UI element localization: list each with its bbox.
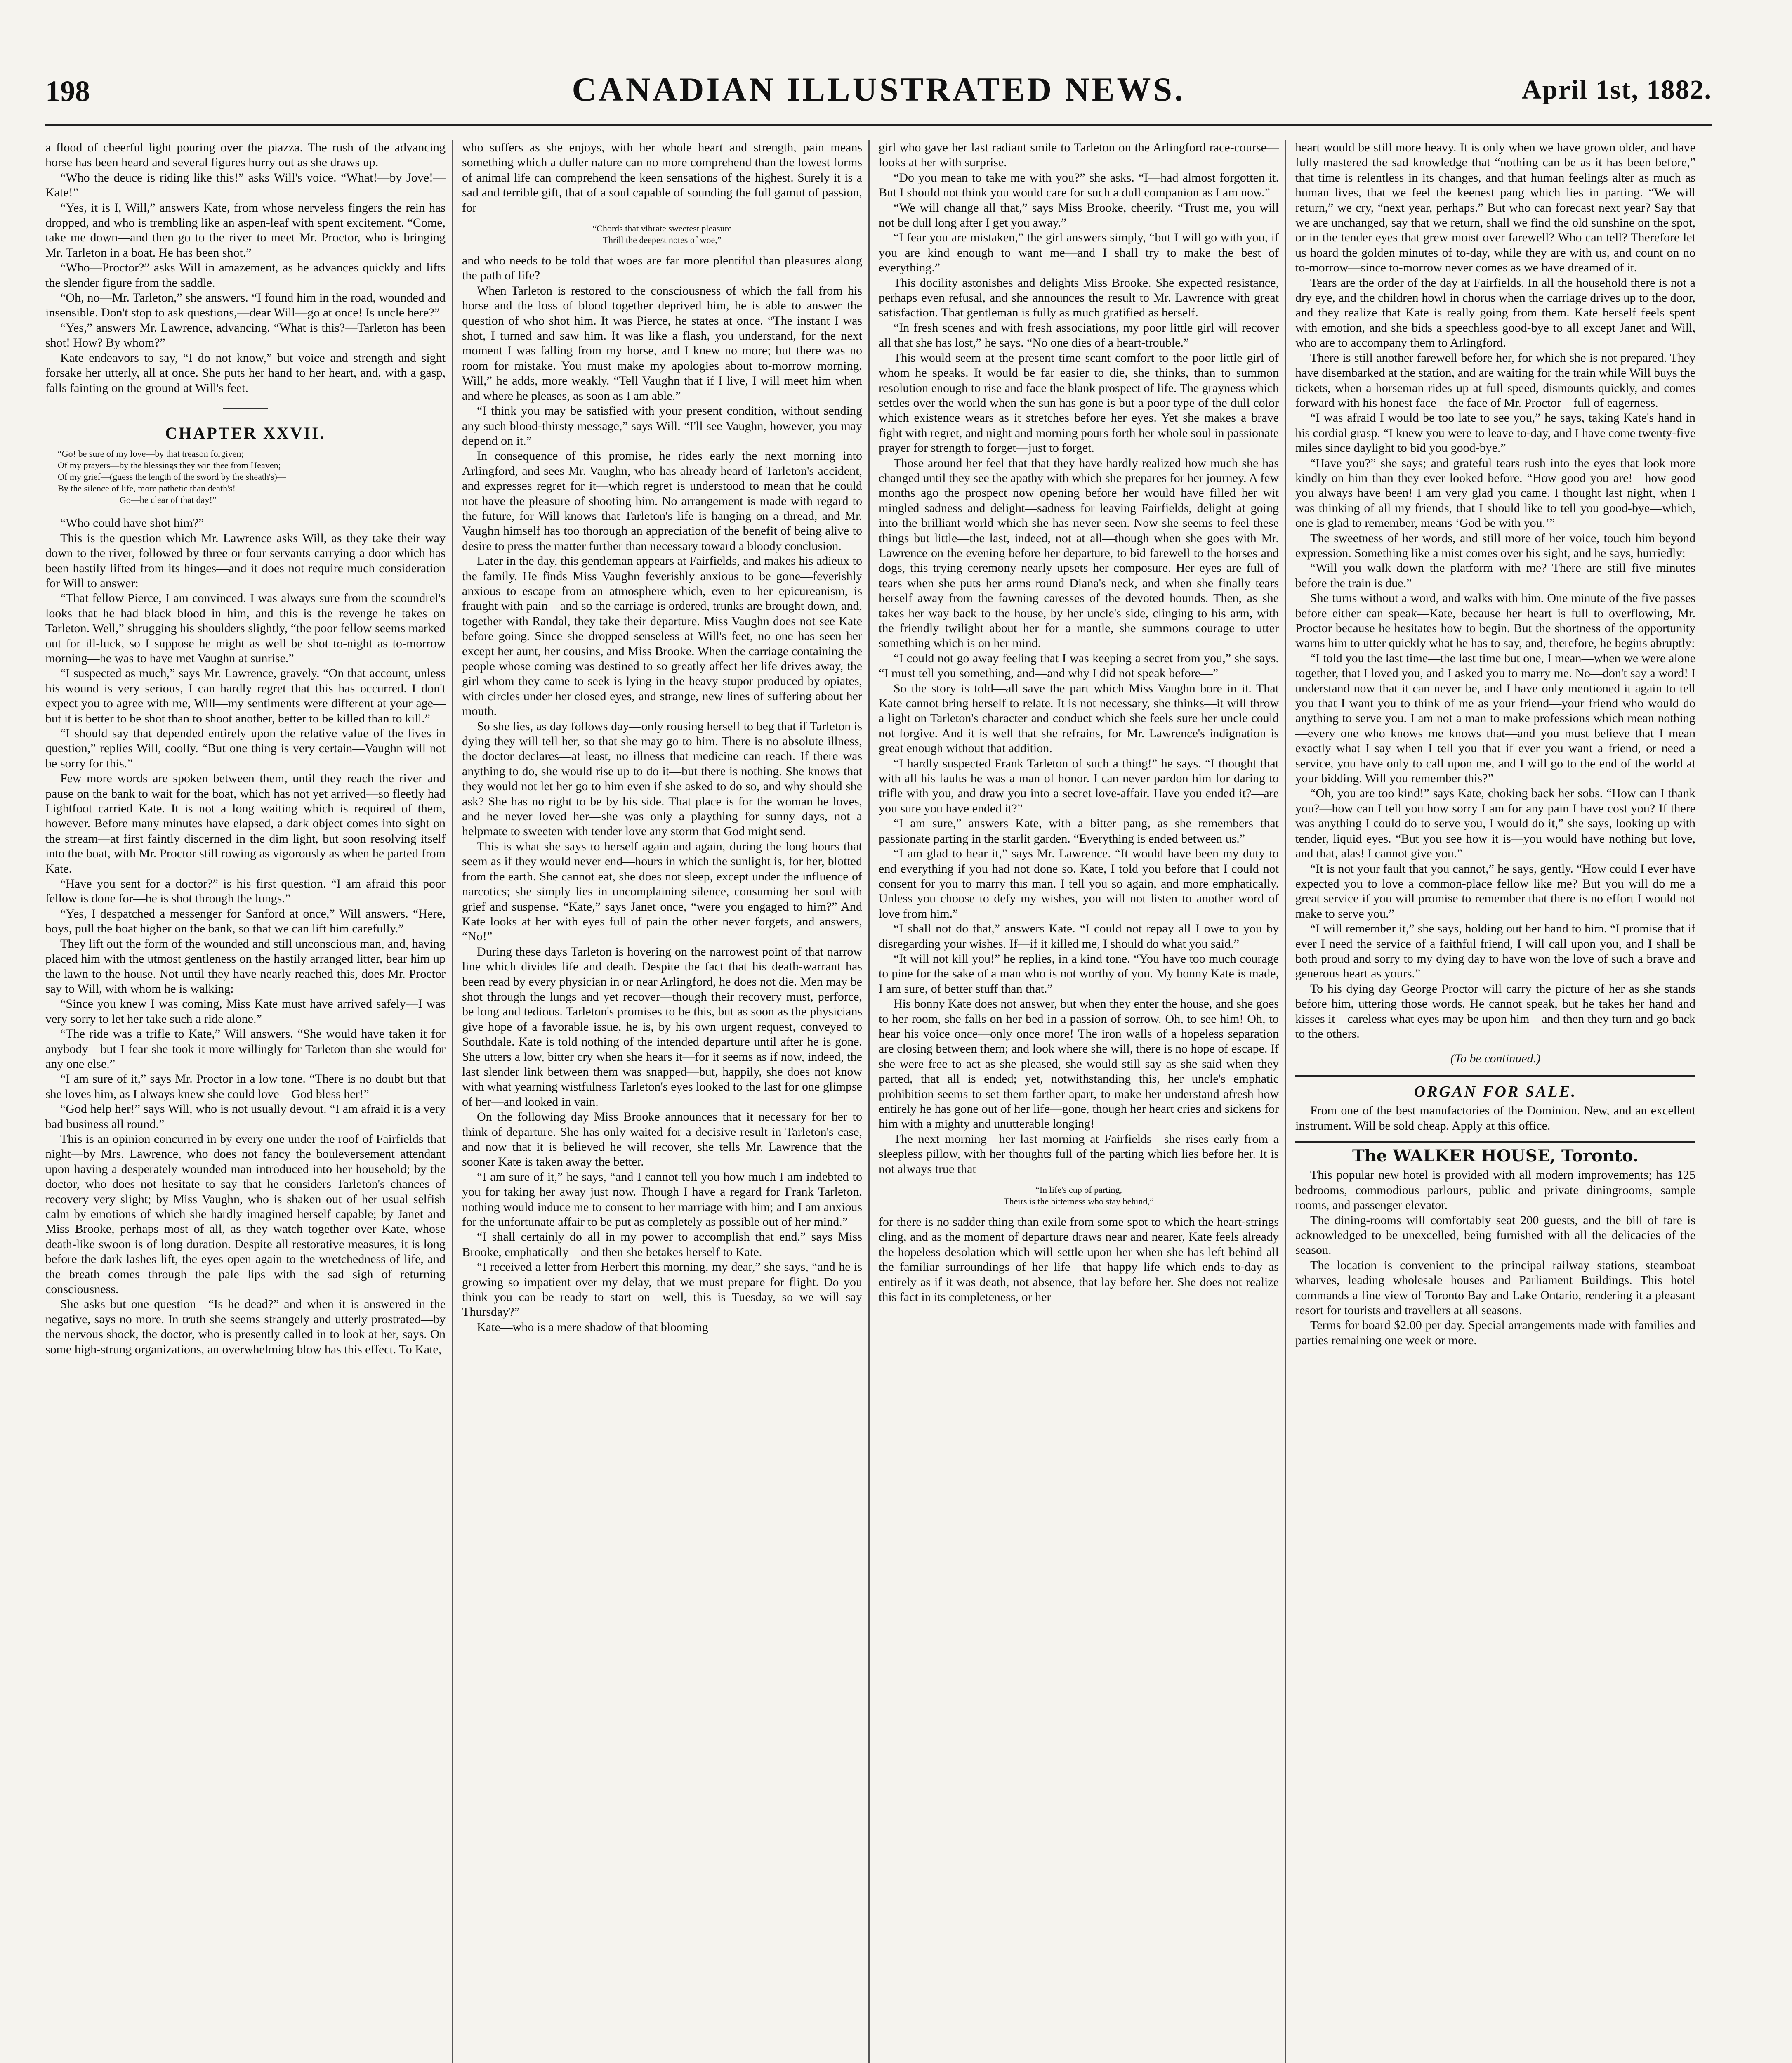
ad-paragraph: This popular new hotel is provided with all modern improvements; has 125 bedrooms, commodious parlours, public and private diningrooms, sample rooms, and passenger elevator. (1295, 1168, 1695, 1212)
paragraph: “Do you mean to take me with you?” she asks. “I—had almost forgotten it. But I should not think you would care for such a dull companion as I am now.” (879, 170, 1279, 200)
paragraph: “It will not kill you!” he replies, in a kind tone. “You have too much courage to pine for the sake of a man who is not worthy of you. My bonny Kate is made, I am sure, of better stuff than that.” (879, 951, 1279, 996)
column-1 (45, 140, 446, 2063)
paragraph: “Will you walk down the platform with me? There are still five minutes before the train is due.” (1295, 561, 1695, 590)
paragraph: The sweetness of her words, and still more of her voice, touch him beyond expression. Something like a mist comes over his sight, and he says, hurriedly: (1295, 531, 1695, 560)
paragraph: “I told you the last time—the last time but one, I mean—when we were alone together, that I loved you, and I asked you to marry me. No—don't say a word! I understand now that it can never be, and I have only mentioned it again to tell you that I want you to think of me as your friend—your friend who would do anything to serve you. I am not a man to make professions which mean nothing—every one who knows me knows that—and you must believe that I mean exactly what I say when I tell you that if ever you want a friend, or need a service, you have only to call upon me, and I will go to the end of the world at your bidding. Will you remember this?” (1295, 651, 1695, 786)
paper-title: CANADIAN ILLUSTRATED NEWS. (572, 71, 1186, 108)
paragraph: Kate—who is a mere shadow of that blooming (477, 1320, 708, 1334)
column-2 (462, 140, 862, 2063)
paragraph: In consequence of this promise, he rides early the next morning into Arlingford, and sees Mr. Vaughn, who has already heard of Tarleton's accident, and expresses regret for it—which regret is understood to mean that he could not have the pleasure of shooting him. No arrangement is made with regard to the future, for Will knows that Tarleton's life is hanging on a thread, and Mr. Vaughn himself has too thorough an appreciation of the benefit of being alive to desire to press the matter further than necessary toward a bloody conclusion. (462, 449, 862, 553)
column-divider (868, 140, 870, 2063)
paragraph: “I should say that depended entirely upon the relative value of the lives in question,” replies Will, coolly. “But one thing is very certain—Vaughn will not be sorry for this.” (45, 727, 446, 770)
paragraph: “I fear you are mistaken,” the girl answers simply, “but I will go with you, if you are kind enough to want me—and I shall try to make the best of everything.” (879, 231, 1279, 275)
paragraph: “Yes, it is I, Will,” answers Kate, from whose nerveless fingers the rein has dropped, and who is trembling like an aspen-leaf with spent excitement. “Come, take me down—and then go to the river to meet Mr. Proctor, who is bringing Mr. Tarleton in a boat. He has been shot.” (45, 201, 446, 260)
paragraph: Few more words are spoken between them, until they reach the river and pause on the bank to wait for the boat, which has not yet arrived—so fleetly had Lightfoot carried Kate. It is not a long waiting which is required of them, however. Before many minutes have elapsed, a dark object comes into sight on the stream—at first faintly discerned in the dim light, but soon resolving itself into the boat, with Mr. Proctor still rowing as vigorously as when he parted from Kate. (45, 772, 446, 876)
paragraph: Tears are the order of the day at Fairfields. In all the household there is not a dry eye, and the children howl in chorus when the carriage drives up to the door, and they realize that Kate is really going from them. Kate herself feels spent with emotion, and she bids a speechless good-bye to all except Janet and Will, who are to accompany them to Arlingford. (1295, 276, 1695, 350)
paragraph: Kate endeavors to say, “I do not know,” but voice and strength and sight forsake her utterly, all at once. She puts her hand to her heart, and, with a gasp, falls fainting on the ground at Will's feet. (45, 351, 446, 395)
paragraph: a flood of cheerful light pouring over the piazza. The rush of the advancing horse has been heard and several figures hurry out as she draws up. (45, 141, 446, 170)
paragraph: So she lies, as day follows day—only rousing herself to beg that if Tarleton is dying they will tell her, so that she may go to him. There is no absolute illness, the doctor declares—at least, no illness that medicine can reach. If there was anything to do, she would rise up to do it—but there is nothing. She knows that they would not let her go to him even if she asked to do so, and why should she ask? She has no right to be by his side. That place is for the woman he loves, and he never loved her—she was only a plaything for sunny days, not a helpmate to sweeten with tender love any storm that God might send. (462, 719, 862, 838)
paragraph: Later in the day, this gentleman appears at Fairfields, and makes his adieux to the family. He finds Miss Vaughn feverishly anxious to be gone—feverishly anxious to escape from an atmosphere which, even to her epicureanism, is fraught with pain—and so the carriage is ordered, trunks are brought down, and, together with Randal, they take their departure. Miss Vaughn does not see Kate before going. Since she dropped senseless at Will's feet, no one has seen her except her aunt, her cousins, and Miss Brooke. When the carriage containing the people whose coming was destined to so greatly affect her life drives away, the girl whom they came to seek is lying in the heavy stupor produced by opiates, with circles under her closed eyes, and strange, new lines of suffering about her mouth. (462, 554, 862, 718)
paragraph: This would seem at the present time scant comfort to the poor little girl of whom he speaks. It would be far easier to die, she thinks, than to summon resolution enough to rise and face the blank prospect of life. The grayness which settles over the world when the sun has gone is but a poor type of the dull color which existence wears as it stretches before her eyes. Yet she makes a brave fight with regret, and night and morning pours forth her whole soul in passionate prayer for strength to forget—just to forget. (879, 351, 1279, 455)
verse-quote (462, 223, 862, 246)
paragraph: When Tarleton is restored to the consciousness of which the fall from his horse and the loss of blood together deprived him, he is able to answer the question of who shot him. It was Pierce, he states at once. “The instant I was shot, I turned and saw him. It was like a flash, you understand, for the next moment I was falling from my horse, and I knew no more; but there was no room for mistake. You must make my apologies about to-morrow morning, Will,” he adds, more weakly. “Tell Vaughn that if I live, I will meet him when and where he pleases, as soon as I am able.” (462, 283, 862, 403)
quote-line: “Chords that vibrate sweetest pleasure (592, 223, 732, 234)
epigraph-line: Of my prayers—by the blessings they win thee from Heaven; (58, 460, 281, 471)
paragraph: “Have you sent for a doctor?” is his first question. “I am afraid this poor fellow is done for—he is shot through the lungs.” (45, 877, 446, 906)
issue-date: April 1st, 1882. (1522, 75, 1712, 105)
paragraph: During these days Tarleton is hovering on the narrowest point of that narrow line which divides life and death. Despite the fact that his death-warrant has been read by every physician in or near Arlingford, he does not die. Men may be shot through the lungs and yet recover—though their recovery must, perforce, be long and tedious. Tarleton's promises to be this, but as soon as the physicians give hope of a favorable issue, he is, by his own urgent request, conveyed to Southdale. Kate is told nothing of the intended departure until after he is gone. She utters a low, bitter cry when she hears it—for it seems as if now, indeed, the last slender link between them was snapped—but, happily, she does not know with what yearning wistfulness Tarleton's eyes looked to the last for one glimpse of her—and looked in vain. (462, 944, 862, 1109)
epigraph-line: Of my grief—(guess the length of the sword by the sheath's)— (58, 472, 286, 482)
paragraph: “That fellow Pierce, I am convinced. I was always sure from the scoundrel's looks that he had black blood in him, and this is the revenge he takes on Tarleton. Well,” shrugging his shoulders slightly, “the poor fellow seems marked out for ill-luck, so I suppose he might as well be shot to-night as to-morrow morning—he was to have met Vaughn at sunrise.” (45, 591, 446, 665)
paragraph: “I will remember it,” she says, holding out her hand to him. “I promise that if ever I need the service of a faithful friend, I will call upon you, and I shall be both proud and sorry to my dying day to have won the love of such a brave and generous heart as yours.” (1295, 922, 1695, 981)
paragraph: The next morning—her last morning at Fairfields—she rises early from a sleepless pillow, with her thoughts full of the parting which lies before her. It is not always true that (879, 1132, 1279, 1176)
paragraph: “Oh, you are too kind!” says Kate, choking back her sobs. “How can I thank you?—how can I tell you how sorry I am for any pain I have cost you? If there was anything I could do to serve you, I would do it,” she says, looking up with tender, liquid eyes. “But you see how it is—you would have nothing but love, and that, alas! I cannot give you.” (1295, 786, 1695, 861)
to-be-continued: (To be continued.) (1450, 1052, 1541, 1066)
paragraph: She turns without a word, and walks with him. One minute of the five passes before either can speak—Kate, because her heart is full to overflowing, Mr. Proctor because he hesitates how to begin. But the shortness of the opportunity warns him to utter quickly what he has to say, and, therefore, he begins abruptly: (1295, 591, 1695, 650)
paragraph: “I received a letter from Herbert this morning, my dear,” she says, “and he is growing so impatient over my delay, that we must prepare for flight. Do you think you can be ready to start on—well, this is Tuesday, so we will say Thursday?” (462, 1260, 862, 1319)
paragraph: “It is not your fault that you cannot,” he says, gently. “How could I ever have expected you to love a common-place fellow like me? But you will do me a great service if you will promise to remember that there is no effort I would not make to serve you.” (1295, 862, 1695, 921)
paragraph: “Yes,” answers Mr. Lawrence, advancing. “What is this?—Tarleton has been shot! How? By whom?” (45, 321, 446, 350)
paragraph: This is the question which Mr. Lawrence asks Will, as they take their way down to the river, followed by three or four servants carrying a door which has been hastily lifted from its hinges—and it does not require much consideration for Will to answer: (45, 531, 446, 590)
paragraph: “I could not go away feeling that I was keeping a secret from you,” she says. “I must tell you something, and—and why I did not speak before—” (879, 651, 1279, 680)
ad-heading-organ: ORGAN FOR SALE. (1414, 1083, 1577, 1100)
ad-paragraph: The location is convenient to the principal railway stations, steamboat wharves, leading wholesale houses and Parliament Buildings. This hotel commands a fine view of Toronto Bay and Lake Ontario, rendering it a pleasant resort for tourists and travellers at all seasons. (1295, 1258, 1695, 1317)
paragraph: To his dying day George Proctor will carry the picture of her as she stands before him, uttering those words. He cannot speak, but he takes her hand and kisses it—careless what eyes may be upon him—and then they turn and go back to the others. (1295, 982, 1695, 1041)
paragraph: On the following day Miss Brooke announces that it necessary for her to think of departure. She has only waited for a decisive result in Tarleton's case, and now that it is believed he will recover, she tells Mr. Lawrence that the sooner Kate is taken away the better. (462, 1110, 862, 1169)
paragraph: “I shall not do that,” answers Kate. “I could not repay all I owe to you by disregarding your wishes. If—if it killed me, I should do what you said.” (879, 922, 1279, 951)
paragraph: “Have you?” she says; and grateful tears rush into the eyes that look more kindly on him than they ever looked before. “How good you are!—how good you always have been! I am very glad you came. I thought last night, when I was thinking of all my friends, that I should like to tell you good-bye—which, one is glad to remember, means ‘God be with you.’” (1295, 456, 1695, 530)
paragraph: “I was afraid I would be too late to see you,” he says, taking Kate's hand in his cordial grasp. “I knew you were to leave to-day, and I have come twenty-five miles since daylight to bid you good-bye.” (1295, 411, 1695, 455)
paragraph: “Who—Proctor?” asks Will in amazement, as he advances quickly and lifts the slender figure from the saddle. (45, 261, 446, 290)
paragraph: So the story is told—all save the part which Miss Vaughn bore in it. That Kate cannot bring herself to relate. It is not necessary, she thinks—it will throw a light on Tarleton's character and conduct which she feels sure her uncle could not forgive. And it is well that she refrains, for Mr. Lawrence's indignation is great enough without that addition. (879, 681, 1279, 755)
ad-body-organ: From one of the best manufactories of the Dominion. New, and an excellent instrument. Will be sold cheap. Apply at this office. (1295, 1104, 1695, 1133)
paragraph: who suffers as she enjoys, with her whole heart and strength, pain means something which a duller nature can no more comprehend than the lowest forms of animal life can comprehend the keen sensations of the highest. Surely it is a sad and terrible gift, that of a soul capable of sounding the full gamut of passion, for (462, 141, 862, 215)
paragraph: “I am sure of it,” says Mr. Proctor in a low tone. “There is no doubt but that she loves him, as I always knew she could love—God bless her!” (45, 1072, 446, 1101)
paragraph: heart would be still more heavy. It is only when we have grown older, and have fully mastered the sad knowledge that “nothing can be as it has been before,” that time is relentless in its changes, and that human feelings alter as much as human lives, that we feel the keenest pang which lies in parting. “We will return,” we cry, “next year, perhaps.” But who can forecast next year? Say that we are unchanged, say that we return, shall we find the old sunshine on the spot, or in the tender eyes that grew moist over farewell? Who can tell? Therefore let us hoard the golden minutes of to-day, while they are with us, and count on no to-morrow—since to-morrow never comes as we have dreamed of it. (1295, 141, 1695, 275)
paragraph: This is an opinion concurred in by every one under the roof of Fairfields that night—by Mrs. Lawrence, who does not fancy the bouleversement attendant upon having a desperately wounded man introduced into her household; by the doctor, who does not hesitate to say that he considers Tarleton's chances of recovery very slight; by Miss Vaughn, who is shaken out of her usual selfish calm by emotions of which she hardly imagined herself capable; by Janet and Miss Brooke, perhaps most of all, as they watch together over Kate, whose death-like swoon is of long duration. Despite all restorative measures, it is long before the dark lashes lift, the eyes open again to the wretchedness of life, and the breath comes through the pale lips with the sad sigh of returning consciousness. (45, 1132, 446, 1296)
paragraph: His bonny Kate does not answer, but when they enter the house, and she goes to her room, she falls on her bed in a passion of sorrow. Oh, to see him! Oh, to hear his voice once—only once more! The iron walls of a hopeless separation are closing between them; and look where she will, there is no hope of escape. If she were free to act as she pleased, she would still say as she said when they parted, that all is ended; yet, notwithstanding this, her uncle's emphatic prohibition seems to set them farther apart, to make her understand afresh how entirely he has gone out of her life—gone, though her heart cries and sickens for him with a mighty and unutterable longing! (879, 997, 1279, 1131)
chapter-heading: CHAPTER XXVII. (165, 423, 326, 442)
paragraph: Those around her feel that that they have hardly realized how much she has changed until they see the apathy with which she prepares for her journey. A few months ago the prospect now opening before her would have filled her wit mingled sadness and delight—sadness for leaving Fairfields, delight at going into the brilliant world which she has never seen. Now she seems to feel these things but little—the last, indeed, not at all—though when she goes with Mr. Lawrence on the evening before her departure, to bid farewell to the horses and dogs, this trying ceremony nearly upsets her composure. Her eyes are full of tears when she puts her arms round Diana's neck, and when she finally tears herself away from the fawning caresses of the devoted hounds. Then, as she takes her way back to the house, by her uncle's side, clinging to his arm, with the friendly twilight about her for a mantle, she summons courage to utter something which is on her mind. (879, 456, 1279, 650)
epigraph-line: Go—be clear of that day!” (120, 495, 217, 505)
verse-quote (879, 1184, 1279, 1207)
ad-heading-walker-house: The WALKER HOUSE, Toronto. (1352, 1146, 1639, 1166)
paragraph: “Who could have shot him?” (60, 516, 204, 530)
paragraph: and who needs to be told that woes are far more plentiful than pleasures along the path of life? (462, 254, 862, 283)
paragraph: “I am sure,” answers Kate, with a bitter pang, as she remembers that passionate parting in the starlit garden. “Everything is ended between us.” (879, 817, 1279, 845)
paragraph: “Who the deuce is riding like this!” asks Will's voice. “What!—by Jove!—Kate!” (45, 170, 446, 200)
paragraph: “We will change all that,” says Miss Brooke, cheerily. “Trust me, you will not be dull long after I get you away.” (879, 201, 1279, 230)
advertisement-rule (1295, 1075, 1695, 1077)
ad-paragraph: Terms for board $2.00 per day. Special arrangements made with families and parties remaining one week or more. (1295, 1318, 1695, 1347)
paragraph: She asks but one question—“Is he dead?” and when it is answered in the negative, says no more. In truth she seems strangely and utterly prostrated—by the nervous shock, the doctor, who is presently called in to look at her, says. On some high-strung organizations, an overwhelming blow has this effect. To Kate, (45, 1297, 446, 1356)
paragraph: There is still another farewell before her, for which she is not prepared. They have disembarked at the station, and are waiting for the train while Will buys the tickets, when a horseman rides up at full speed, dismounts quickly, and comes forward with his honest face—the face of Mr. Proctor—full of eagerness. (1295, 351, 1695, 410)
quote-line: Theirs is the bitterness who stay behind,” (1004, 1196, 1154, 1207)
paragraph: for there is no sadder thing than exile from some spot to which the heart-strings cling, and as the moment of departure draws near and nearer, Kate feels already the hopeless desolation which will settle upon her when she has left behind all the familiar surroundings of her life—that happy life which ends to-day as entirely as if it was death, not absence, that lay before her. She does not realize this fact in its completeness, or her (879, 1215, 1279, 1304)
column-3 (879, 140, 1279, 2063)
ad-paragraph: The dining-rooms will comfortably seat 200 guests, and the bill of fare is acknowledged to be unexcelled, being furnished with all the delicacies of the season. (1295, 1213, 1695, 1257)
epigraph-line: By the silence of life, more pathetic than death's! (58, 483, 236, 494)
paragraph: “I am sure of it,” he says, “and I cannot tell you how much I am indebted to you for taking her away just now. Though I have a regard for Frank Tarleton, nothing would induce me to consent to her marriage with him; and I am anxious for the unfortunate affair to be put as completely as possible out of her mind.” (462, 1170, 862, 1229)
paragraph: “God help her!” says Will, who is not usually devout. “I am afraid it is a very bad business all round.” (45, 1102, 446, 1131)
paragraph: “Since you knew I was coming, Miss Kate must have arrived safely—I was very sorry to let her take such a ride alone.” (45, 997, 446, 1026)
epigraph-line: “Go! be sure of my love—by that treason forgiven; (58, 448, 244, 459)
paragraph: “Yes, I despatched a messenger for Sanford at once,” Will answers. “Here, boys, pull the boat higher on the bank, so that we can lift him carefully.” (45, 906, 446, 936)
column-4 (1295, 140, 1695, 2063)
column-divider (1285, 140, 1286, 2063)
page-number: 198 (45, 75, 90, 108)
masthead (45, 62, 1712, 107)
paragraph: “I hardly suspected Frank Tarleton of such a thing!” he says. “I thought that with all his faults he was a man of honor. I can never pardon him for daring to trifle with you, and draw you into a secret love-affair. Have you ended it?—are you sure you have ended it?” (879, 756, 1279, 815)
paragraph: “I am glad to hear it,” says Mr. Lawrence. “It would have been my duty to end everything if you had not done so. Kate, I told you before that I could not consent for you to marry this man. I tell you so again, and more emphatically. Unless you choose to defy my wishes, you will not listen to another word of love from him.” (879, 847, 1279, 921)
quote-line: Thrill the deepest notes of woe,” (603, 235, 722, 245)
paragraph: This is what she says to herself again and again, during the long hours that seem as if they would never end—hours in which the sunlight is, for her, blotted from the earth. She cannot eat, she does not sleep, except under the influence of narcotics; she simply lies in uncomplaining silence, consuming her soul with grief and suspense. “Kate,” says Janet once, “were you engaged to him?” And Kate looks at her with eyes full of pain the other never forgets, and answers, “No!” (462, 839, 862, 944)
paragraph: girl who gave her last radiant smile to Tarleton on the Arlingford race-course—looks at her with surprise. (879, 141, 1279, 170)
paragraph: This docility astonishes and delights Miss Brooke. She expected resistance, perhaps even refusal, and she announces the result to Mr. Lawrence with great satisfaction. That gentleman is fully as much gratified as herself. (879, 276, 1279, 320)
masthead-rule (45, 124, 1712, 126)
section-rule (223, 408, 268, 409)
quote-line: “In life's cup of parting, (1035, 1185, 1122, 1195)
paragraph: “The ride was a trifle to Kate,” Will answers. “She would have taken it for anybody—but I fear she took it more willingly for Tarleton than she would for any one else.” (45, 1027, 446, 1071)
paragraph: “I shall certainly do all in my power to accomplish that end,” says Miss Brooke, emphatically—and then she betakes herself to Kate. (462, 1230, 862, 1259)
paragraph: “I think you may be satisfied with your present condition, without sending any such blood-thirsty message,” says Will. “I'll see Vaughn, however, you may depend on it.” (462, 404, 862, 448)
paragraph: “Oh, no—Mr. Tarleton,” she answers. “I found him in the road, wounded and insensible. Don't stop to ask questions,—dear Will—go at once! Is uncle here?” (45, 291, 446, 320)
column-divider (452, 140, 453, 2063)
epigraph (45, 448, 446, 506)
advertisement-rule (1295, 1141, 1695, 1143)
paragraph: “In fresh scenes and with fresh associations, my poor little girl will recover all that she has lost,” he says. “No one dies of a heart-trouble.” (879, 321, 1279, 350)
paragraph: “I suspected as much,” says Mr. Lawrence, gravely. “On that account, unless his wound is very serious, I can hardly regret that this has occurred. I don't expect you to agree with me, Will—my sentiments were different at your age—but it is better to be shot than to shoot another, better to be killed than to kill.” (45, 666, 446, 725)
paragraph: They lift out the form of the wounded and still unconscious man, and, having placed him with the utmost gentleness on the hastily arranged litter, bear him up the lawn to the house. Not until they have nearly reached this, does Mr. Proctor say to Will, with whom he is walking: (45, 937, 446, 996)
